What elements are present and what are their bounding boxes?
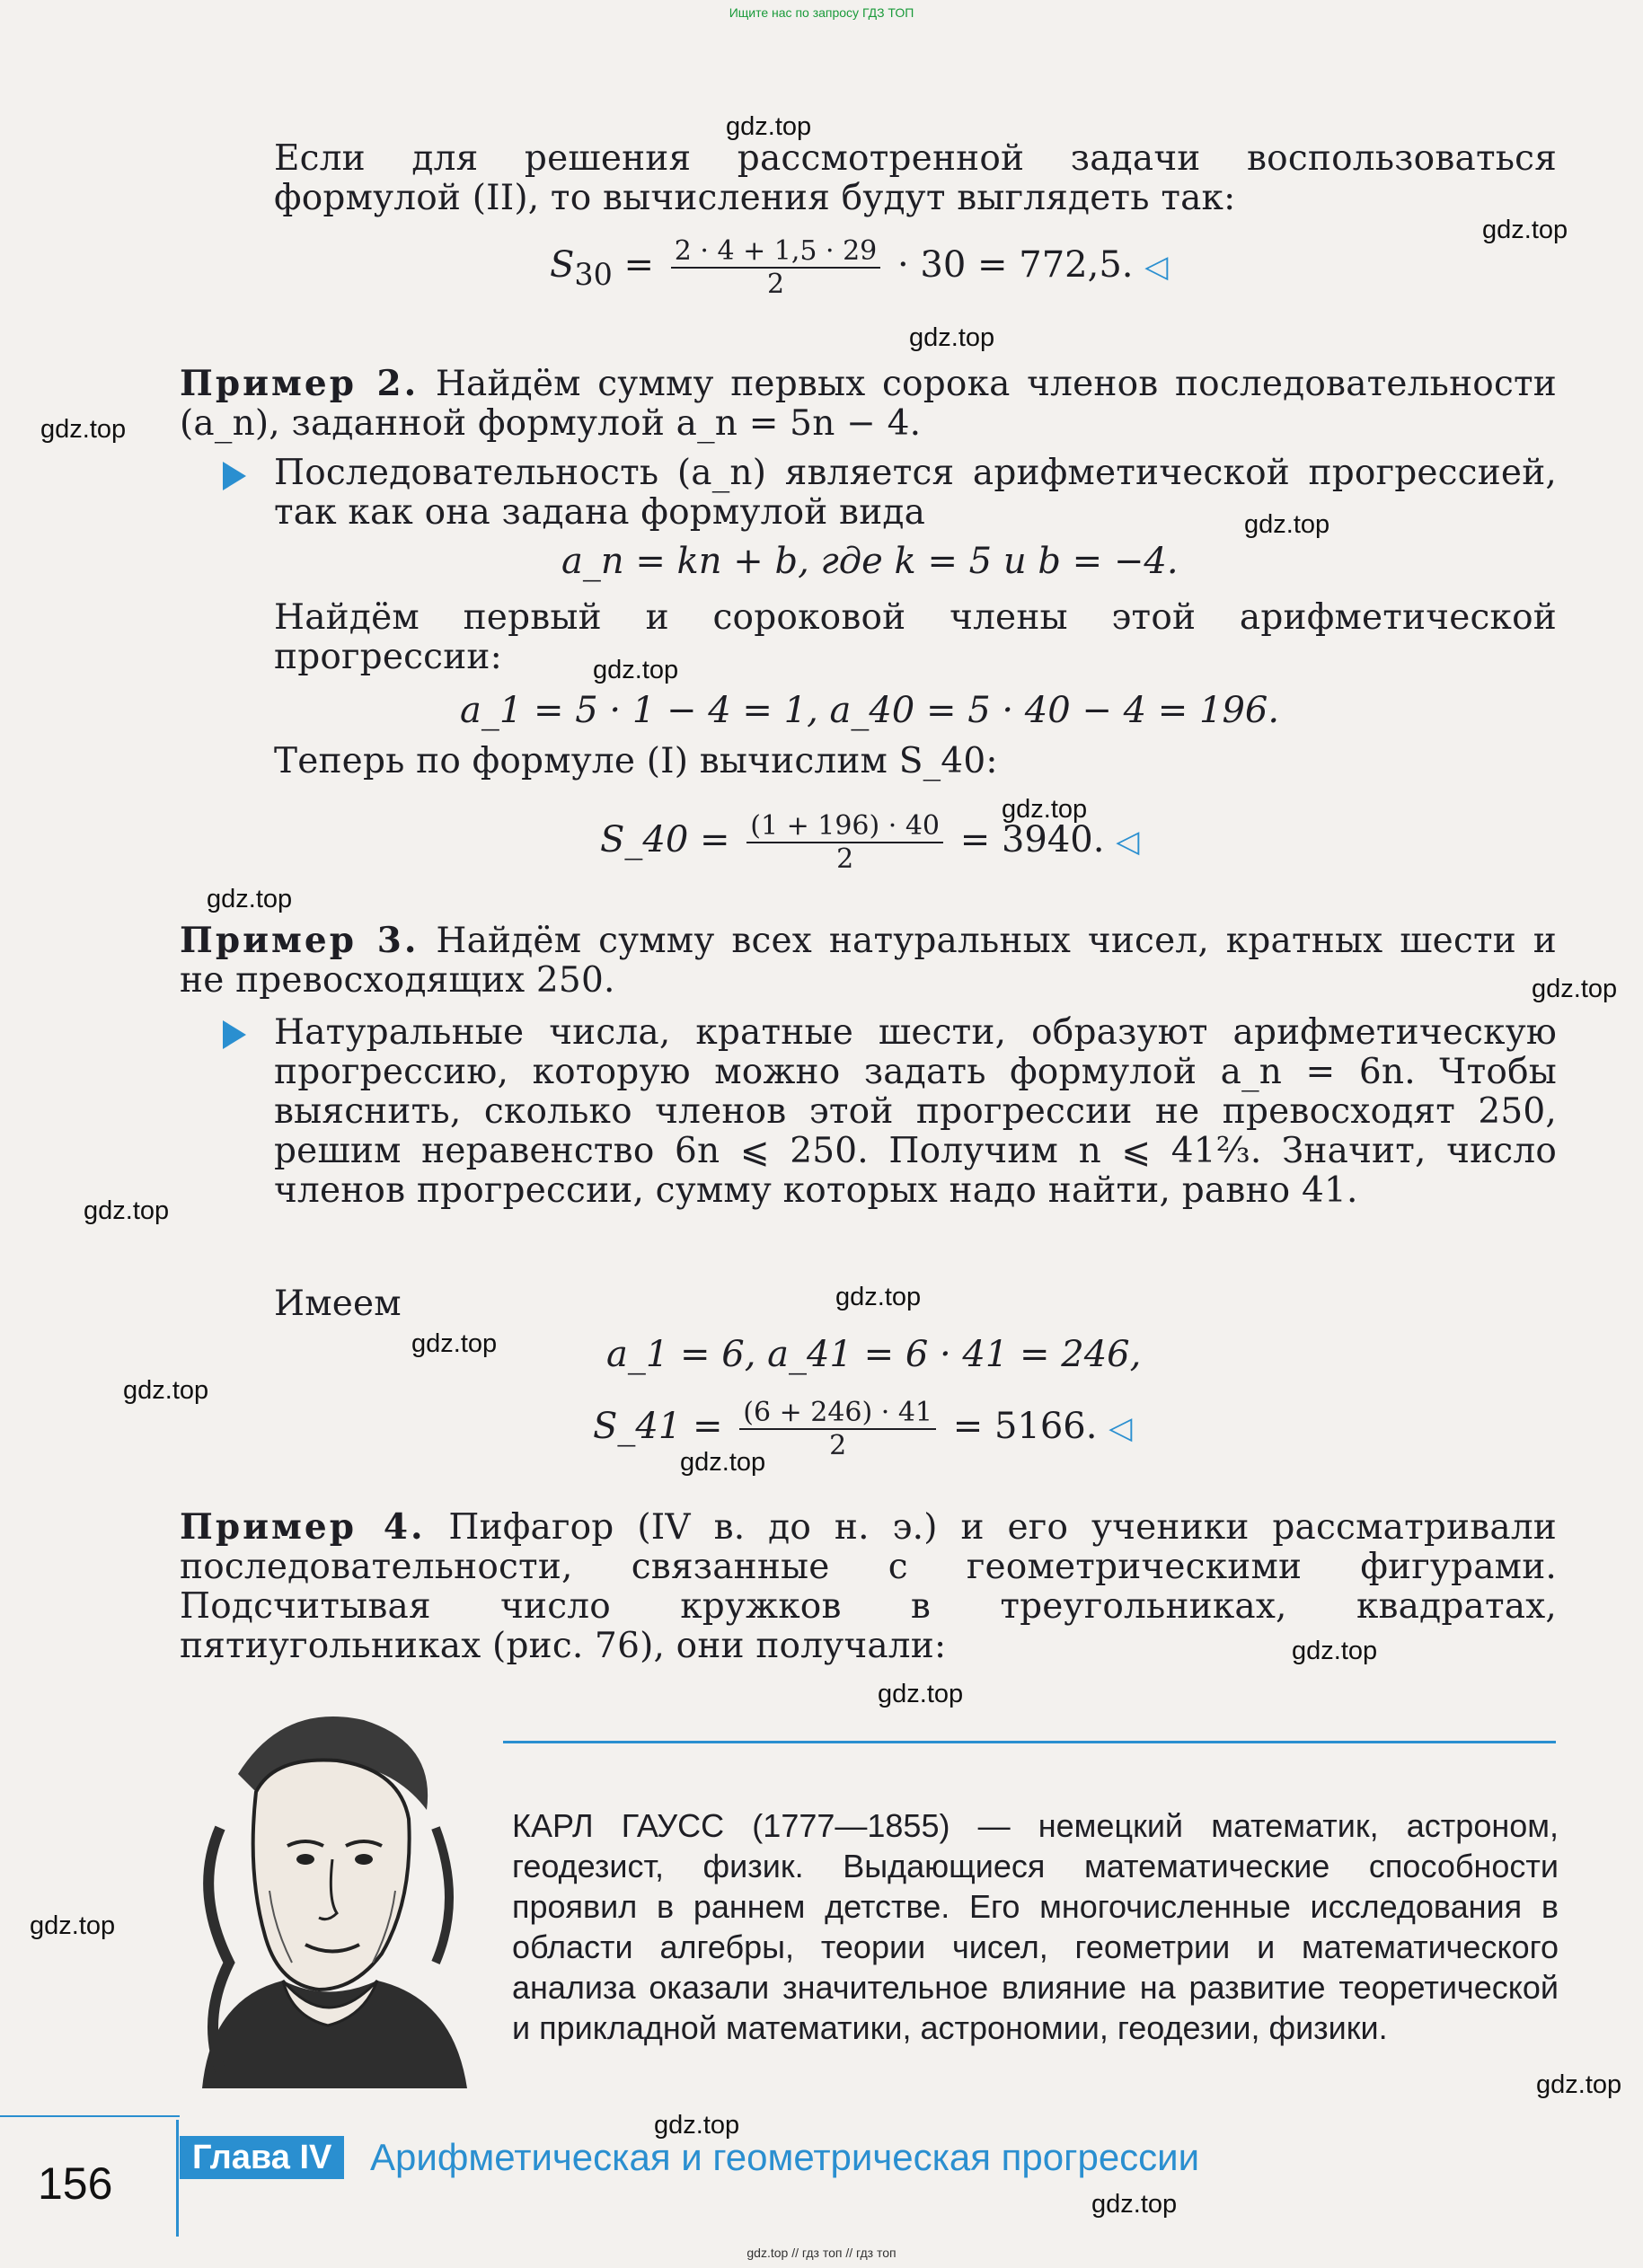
fraction-denominator: 2: [766, 269, 785, 300]
watermark: gdz.top: [593, 656, 679, 684]
header-note: Ищите нас по запросу ГДЗ ТОП: [729, 5, 914, 20]
end-of-solution-icon: ◁: [1116, 824, 1140, 860]
example3-formula-1: a_1 = 6, a_41 = 6 · 41 = 246,: [606, 1334, 1142, 1375]
fraction: [739, 1397, 936, 1461]
example4-statement: [180, 1507, 1557, 1666]
fraction: [746, 810, 943, 875]
formula-rhs: = 5166.: [952, 1406, 1098, 1447]
example3-formula-2: [593, 1397, 1132, 1461]
intro-formula: $S_{30}$ = $\frac{2 \cdot 4 + 1,5 \cdot 29}{2}$ · 30 = 772,5. ◁: [550, 235, 1169, 300]
watermark: gdz.top: [1244, 510, 1330, 539]
fraction-denominator: 2: [829, 1430, 847, 1461]
example-text: Пифагор (IV в. до н. э.) и его ученики рассматривали последовательности, связанные с геометрическими фигурами. Подсчитывая число кружков в треугольниках, квадратах, пятиугольниках (рис. 76), они получали:: [180, 1507, 1557, 1666]
chapter-title: Арифметическая и геометрическая прогрессии: [370, 2136, 1200, 2178]
footer-note: gdz.top // гдз топ // гдз топ: [746, 2246, 897, 2260]
formula-sub: 30: [574, 257, 613, 292]
example-label: Пример 4.: [180, 1506, 426, 1548]
example2-p2: Найдём первый и сороковой члены этой арифметической прогрессии:: [274, 597, 1557, 677]
watermark: gdz.top: [123, 1376, 209, 1405]
fraction-numerator: (6 + 246) · 41: [739, 1397, 936, 1430]
bio-divider: [503, 1741, 1556, 1743]
watermark: gdz.top: [680, 1448, 766, 1477]
formula-lhs: S_41 =: [593, 1406, 723, 1447]
example-label: Пример 2.: [180, 363, 420, 404]
formula-rhs: = 3940.: [959, 819, 1105, 860]
solution-start-icon: [223, 462, 246, 490]
example-text: Найдём сумму всех натуральных чисел, кратных шести и не превосходящих 250.: [180, 921, 1557, 1001]
gauss-portrait-image: [184, 1693, 481, 2097]
watermark: gdz.top: [726, 112, 812, 141]
gauss-bio: КАРЛ ГАУСС (1777—1855) — немецкий математик, астроном, геодезист, физик. Выдающиеся математические способности проявил в раннем детстве. Его многочисленные исследования в области алгебры, теории чисел, геометрии и математического анализа оказали значительное влияние на развитие теоретической и прикладной математики, астрономии, геодезии, физики.: [512, 1807, 1559, 2046]
watermark: gdz.top: [1091, 2190, 1178, 2219]
watermark: gdz.top: [411, 1329, 498, 1358]
watermark: gdz.top: [207, 885, 293, 913]
example2-formula-1: a_n = kn + b, где k = 5 и b = −4.: [561, 541, 1179, 582]
chapter-label: Глава IV: [180, 2136, 344, 2179]
example2-p3: Теперь по формуле (I) вычислим S_40:: [274, 741, 998, 781]
formula-rhs: · 30 = 772,5.: [897, 244, 1134, 286]
example2-formula-2: a_1 = 5 · 1 − 4 = 1, a_40 = 5 · 40 − 4 = 196.: [460, 690, 1280, 731]
example3-statement: [180, 921, 1557, 1001]
example2-formula-3: [600, 810, 1139, 875]
example-label: Пример 3.: [180, 920, 420, 961]
watermark: gdz.top: [1002, 795, 1088, 824]
watermark: gdz.top: [835, 1283, 922, 1311]
watermark: gdz.top: [1536, 2070, 1622, 2099]
watermark: gdz.top: [654, 2111, 740, 2140]
watermark: gdz.top: [878, 1680, 964, 1708]
footer-rule: [0, 2115, 180, 2117]
end-of-solution-icon: ◁: [1109, 1410, 1133, 1446]
fraction: [671, 235, 880, 300]
watermark: gdz.top: [1532, 975, 1618, 1003]
example3-p1: Натуральные числа, кратные шести, образуют арифметическую прогрессию, которую можно задать формулой a_n = 6n. Чтобы выяснить, сколько членов этой прогрессии не превосходят 250, решим неравенство 6n ⩽ 250. Получим n ⩽ 41⅔. Значит, число членов прогрессии, сумму которых надо найти, равно 41.: [274, 1012, 1557, 1211]
formula-lhs: S: [550, 244, 575, 286]
formula-lhs: S_40 =: [600, 819, 730, 860]
example-text: Найдём сумму первых сорока членов последовательности (a_n), заданной формулой a_n = 5n − 4.: [180, 364, 1558, 444]
solution-start-icon: [223, 1020, 246, 1049]
intro-paragraph: Если для решения рассмотренной задачи воспользоваться формулой (II), то вычисления будут выглядеть так:: [274, 138, 1557, 218]
example2-p1: Последовательность (a_n) является арифметической прогрессией, так как она задана формулой вида: [274, 453, 1557, 533]
fraction-numerator: (1 + 196) · 40: [746, 810, 943, 843]
page-number: 156: [38, 2158, 113, 2209]
watermark: gdz.top: [1292, 1637, 1378, 1665]
watermark: gdz.top: [84, 1196, 170, 1225]
watermark: gdz.top: [40, 415, 127, 444]
footer-rule: [176, 2120, 179, 2237]
watermark: gdz.top: [30, 1911, 116, 1940]
watermark: gdz.top: [909, 323, 995, 352]
fraction-numerator: 2 · 4 + 1,5 · 29: [671, 235, 880, 269]
end-of-solution-icon: ◁: [1144, 249, 1169, 285]
fraction-denominator: 2: [836, 843, 854, 875]
example2-statement: [180, 364, 1557, 444]
watermark: gdz.top: [1482, 216, 1568, 244]
example3-p2: Имеем: [274, 1284, 402, 1324]
